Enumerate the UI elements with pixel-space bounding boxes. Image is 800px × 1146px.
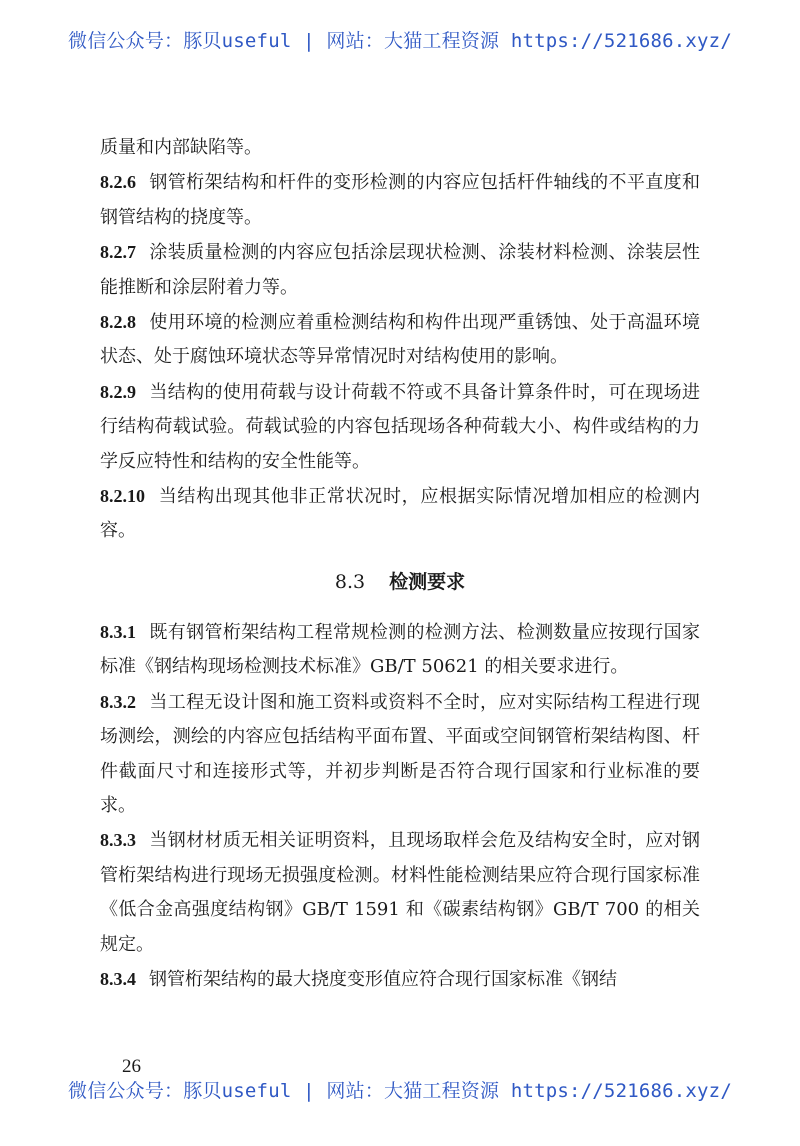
clause-paragraph [100,165,700,235]
clause-paragraph [100,375,700,479]
watermark-bottom: 微信公众号：豚贝useful | 网站：大猫工程资源 https://521686.xyz/ [68,1080,732,1102]
page-number: 26 [122,1056,141,1077]
clause-text: 涂装质量检测的内容应包括涂层现状检测、涂装材料检测、涂装层性能推断和涂层附着力等。 [100,242,700,298]
clause-number: 8.3.4 [100,968,136,989]
clauses-8-2 [100,165,700,548]
document-body [100,131,700,997]
section-title: 检测要求 [389,570,466,593]
clause-number: 8.2.9 [100,381,136,402]
clause-paragraph [100,823,700,962]
clause-text: 当结构的使用荷载与设计荷载不符或不具备计算条件时，可在现场进行结构荷载试验。荷载试验的内容包括现场各种荷载大小、构件或结构的力学反应特性和结构的安全性能等。 [100,381,700,472]
clause-text: 使用环境的检测应着重检测结构和构件出现严重锈蚀、处于高温环境状态、处于腐蚀环境状态等异常情况时对结构使用的影响。 [100,312,700,368]
clause-text: 既有钢管桁架结构工程常规检测的检测方法、检测数量应按现行国家标准《钢结构现场检测技术标准》GB/T 50621 的相关要求进行。 [100,621,700,678]
clause-paragraph [100,685,700,824]
watermark-top: 微信公众号：豚贝useful | 网站：大猫工程资源 https://521686.xyz/ [68,30,732,52]
clause-text: 钢管桁架结构和杆件的变形检测的内容应包括杆件轴线的不平直度和钢管结构的挠度等。 [100,172,700,228]
clause-text: 当结构出现其他非正常状况时，应根据实际情况增加相应的检测内容。 [100,486,700,542]
clause-number: 8.2.8 [100,312,136,333]
section-heading [100,565,700,599]
clause-number: 8.2.6 [100,172,136,193]
clause-paragraph [100,305,700,375]
clause-text: 当工程无设计图和施工资料或资料不全时，应对实际结构工程进行现场测绘，测绘的内容应包括结构平面布置、平面或空间钢管桁架结构图、杆件截面尺寸和连接形式等，并初步判断是否符合现行国家和行业标准的要求。 [100,691,700,816]
clause-number: 8.3.3 [100,830,136,851]
clause-text: 钢管桁架结构的最大挠度变形值应符合现行国家标准《钢结 [149,968,617,990]
continuation-text: 质量和内部缺陷等。 [100,137,262,158]
clause-paragraph [100,235,700,305]
clauses-8-3 [100,615,700,997]
clause-paragraph [100,962,700,997]
clause-paragraph [100,479,700,549]
clause-paragraph [100,615,700,685]
section-number: 8.3 [334,570,366,593]
clause-text: 当钢材材质无相关证明资料，且现场取样会危及结构安全时，应对钢管桁架结构进行现场无损强度检测。材料性能检测结果应符合现行国家标准《低合金高强度结构钢》GB/T 1591 和《碳素结构钢》GB/T 700 的相关规定。 [100,830,700,955]
clause-number: 8.3.2 [100,691,136,712]
clause-number: 8.2.7 [100,242,136,263]
clause-number: 8.3.1 [100,621,136,642]
clause-number: 8.2.10 [100,486,145,507]
